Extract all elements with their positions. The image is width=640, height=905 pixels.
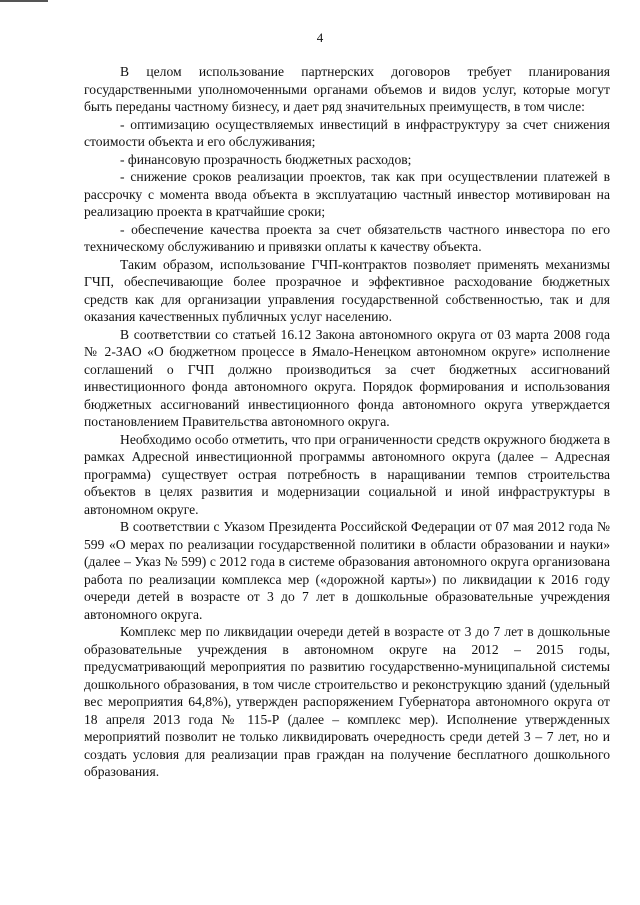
list-item-financial-transparency: - финансовую прозрачность бюджетных расходов; bbox=[120, 151, 412, 167]
paragraph-investment-program: Необходимо особо отметить, что при ограниченности средств окружного бюджета в рамках Адресной инвестиционной программы автономного округа (далее – Адресная программа) существует острая потребность в наращивании темпов строительства объектов в целях развития и модернизации социальной и иной инфраструктуры в автономном округе. bbox=[84, 431, 610, 517]
paragraph-ppp-mechanisms: Таким образом, использование ГЧП-контрактов позволяет применять механизмы ГЧП, обеспечивающие более прозрачное и эффективное расходование бюджетных средств как для организации управления государственной собственностью, так и для оказания качественных публичных услуг населению. bbox=[84, 256, 610, 324]
list-item-shorter-deadlines: - снижение сроков реализации проектов, так как при осуществлении платежей в рассрочку с момента ввода объекта в эксплуатацию частный инвестор мотивирован на реализацию проекта в кратчайшие сроки; bbox=[84, 169, 610, 219]
paragraph-intro: В целом использование партнерских договоров требует планирования государственными уполномоченными органами объемов и видов услуг, которые могут быть переданы частному бизнесу, и дает ряд значительных преимуществ, в том числе: bbox=[84, 64, 610, 114]
paragraph-presidential-decree: В соответствии с Указом Президента Российской Федерации от 07 мая 2012 года № 599 «О мерах по реализации государственной политики в области образовании и науки» (далее – Указ № 599) с 2012 года в системе образования автономного округа организована работа по реализации комплекса мер («дорожной карты») по ликвидации к 2016 году очереди детей в возрасте от 3 до 7 лет в дошкольные образовательные учреждения автономного округа. bbox=[84, 519, 610, 622]
page-number: 4 bbox=[316, 30, 324, 45]
scan-corner-mark bbox=[0, 0, 48, 2]
list-item-investment-optimization: - оптимизацию осуществляемых инвестиций в инфраструктуру за счет снижения стоимости объекта и его обслуживания; bbox=[84, 116, 610, 149]
list-item-quality-assurance: - обеспечение качества проекта за счет обязательств частного инвестора по его техническому обслуживанию и привязки оплаты к качеству объекта. bbox=[84, 221, 610, 254]
paragraph-budget-law: В соответствии со статьей 16.12 Закона автономного округа от 03 марта 2008 года № 2-ЗАО «О бюджетном процессе в Ямало-Ненецком автономном округе» исполнение соглашений о ГЧП должно производиться за счет бюджетных ассигнований инвестиционного фонда автономного округа. Порядок формирования и использования бюджетных ассигнований инвестиционного фонда автономного округа утверждается постановлением Правительства автономного округа. bbox=[84, 326, 610, 429]
document-body bbox=[84, 63, 610, 781]
paragraph-preschool-measures: Комплекс мер по ликвидации очереди детей в возрасте от 3 до 7 лет в дошкольные образовательные учреждения в автономном округе на 2012 – 2015 годы, предусматривающий мероприятия по развитию государственно-муниципальной системы дошкольного образования, в том числе строительство и реконструкцию зданий (удельный вес мероприятия 64,8%), утвержден распоряжением Губернатора автономного округа от 18 апреля 2013 года № 115-Р (далее – комплекс мер). Исполнение утвержденных мероприятий позволит не только ликвидировать очередность среди детей 3 – 7 лет, но и создать условия для реализации прав граждан на получение бесплатного дошкольного образования. bbox=[84, 624, 610, 779]
